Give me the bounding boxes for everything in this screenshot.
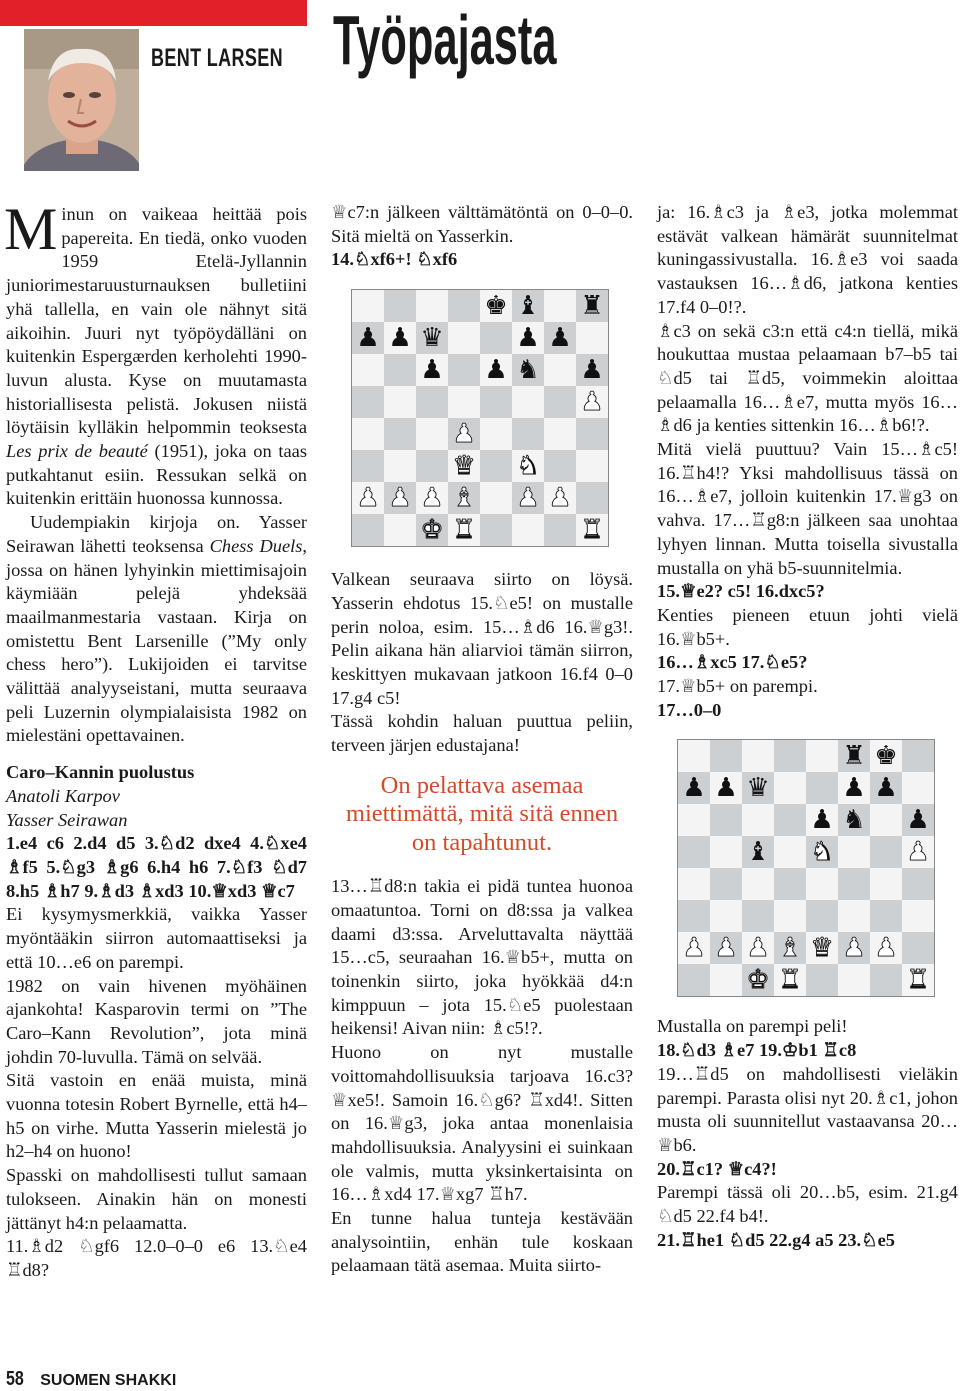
board-square <box>576 450 608 482</box>
game-moves: 18.♘d3 ♗e7 19.♔b1 ♖c8 <box>657 1040 857 1061</box>
book-title: Chess Duels <box>209 535 303 556</box>
board-square <box>480 450 512 482</box>
board-square <box>902 836 934 868</box>
board-square <box>742 868 774 900</box>
board-square <box>678 868 710 900</box>
board-square <box>870 900 902 932</box>
magazine-name: SUOMEN SHAKKI <box>40 1372 177 1389</box>
board-square <box>352 450 384 482</box>
white-bishop-icon: ♝ <box>778 933 802 964</box>
board-square <box>902 772 934 804</box>
board-square <box>416 514 448 546</box>
board-square <box>742 740 774 772</box>
pull-quote: On pelattava asemaa miettimättä, mitä sitä ennen on tapahtunut. <box>345 771 619 856</box>
board-square <box>448 514 480 546</box>
white-queen-icon: ♛ <box>452 451 476 482</box>
board-square <box>678 836 710 868</box>
game-moves: 17…0–0 <box>657 699 722 720</box>
board-square <box>384 482 416 514</box>
board-square <box>352 482 384 514</box>
board-square <box>838 772 870 804</box>
board-square <box>902 900 934 932</box>
board-square <box>774 772 806 804</box>
board-square <box>838 932 870 964</box>
page-number: 58 <box>6 1368 24 1390</box>
board-square <box>710 964 742 996</box>
black-pawn-icon: ♟ <box>548 323 572 354</box>
board-square <box>806 740 838 772</box>
game-moves: 20.♖c1? ♕c4?! <box>657 1158 777 1179</box>
board-square <box>576 418 608 450</box>
board-square <box>774 740 806 772</box>
board-square <box>480 354 512 386</box>
board-square <box>742 836 774 868</box>
board-square <box>774 804 806 836</box>
board-square <box>480 290 512 322</box>
board-square <box>448 450 480 482</box>
board-square <box>416 354 448 386</box>
black-bishop-icon: ♝ <box>516 291 540 322</box>
board-square <box>710 836 742 868</box>
board-square <box>870 868 902 900</box>
board-square <box>902 740 934 772</box>
board-square <box>902 868 934 900</box>
board-square <box>448 354 480 386</box>
black-pawn-icon: ♟ <box>714 773 738 804</box>
white-king-icon: ♚ <box>746 965 770 996</box>
board-square <box>742 772 774 804</box>
black-knight-icon: ♞ <box>842 805 866 836</box>
board-square <box>480 322 512 354</box>
black-pawn-icon: ♟ <box>580 355 604 386</box>
board-square <box>384 418 416 450</box>
black-pawn-icon: ♟ <box>484 355 508 386</box>
white-queen-icon: ♛ <box>810 933 834 964</box>
board-square <box>774 900 806 932</box>
board-square <box>806 836 838 868</box>
board-square <box>448 386 480 418</box>
board-square <box>416 322 448 354</box>
white-rook-icon: ♜ <box>778 965 802 996</box>
board-square <box>512 418 544 450</box>
board-square <box>544 354 576 386</box>
board-square <box>384 290 416 322</box>
black-pawn-icon: ♟ <box>516 323 540 354</box>
chess-diagram-1 <box>351 289 609 547</box>
board-square <box>838 804 870 836</box>
paragraph: ♗c3 on sekä c3:n että c4:n tiellä, mikä houkuttaa mustaa pelaamaan b7–b5 tai ♘d5 tai ♖d5, voimmekin aloittaa pelaamalla 16…♗e7, mutta myös 16…♗d6 ja kenties sittenkin 16…♗b6!?. <box>657 320 958 436</box>
black-pawn-icon: ♟ <box>874 773 898 804</box>
chess-diagram-2 <box>677 739 935 997</box>
board-square <box>384 386 416 418</box>
board-square <box>352 354 384 386</box>
board-square <box>448 290 480 322</box>
board-square <box>678 740 710 772</box>
board-square <box>902 964 934 996</box>
white-pawn-icon: ♟ <box>580 387 604 418</box>
board-square <box>384 514 416 546</box>
board-square <box>416 418 448 450</box>
board-square <box>352 322 384 354</box>
author-photo <box>24 29 139 171</box>
paragraph: ♕c7:n jälkeen välttämätöntä on 0–0–0. Sitä mieltä on Yasserkin. <box>331 202 633 246</box>
board-square <box>480 482 512 514</box>
paragraph: Huono on nyt mustalle voittomahdollisuuksia tarjoava 16.c3? ♕xe5!. Samoin 16.♘g6? ♖xd4!. Sitten on 16.♕g3, joka antaa monenlaisia mahdollisuuksia. Analyysini ei suinkaan ole valmis, mutta yksinkertaisinta on 16…♗xd4 17.♕xg7 ♖h7. <box>331 1042 633 1205</box>
board-square <box>710 900 742 932</box>
opening-name: Caro–Kannin puolustus <box>6 762 195 783</box>
board-square <box>678 932 710 964</box>
board-square <box>416 290 448 322</box>
white-pawn-icon: ♟ <box>420 483 444 514</box>
board-square <box>352 418 384 450</box>
white-pawn-icon: ♟ <box>746 933 770 964</box>
paragraph: Tässä kohdin haluan puuttua peliin, terveen järjen edustajana! <box>331 711 633 756</box>
white-rook-icon: ♜ <box>452 515 476 546</box>
board-square <box>870 964 902 996</box>
board-square <box>512 514 544 546</box>
board-square <box>576 482 608 514</box>
white-bishop-icon: ♝ <box>452 483 476 514</box>
paragraph: Kenties pieneen etuun johti vielä 16.♕b5+. <box>657 604 958 649</box>
board-square <box>710 804 742 836</box>
board-square <box>902 932 934 964</box>
paragraph: Parempi tässä oli 20…b5, esim. 21.g4 ♘d5 22.f4 b4!. <box>657 1182 958 1227</box>
drop-cap: M <box>4 196 58 262</box>
black-player: Yasser Seirawan <box>6 809 128 830</box>
white-king-icon: ♚ <box>420 515 444 546</box>
board-square <box>544 386 576 418</box>
paragraph: Valkean seuraava siirto on löysä. Yasserin ehdotus 15.♘e5! on mustalle perin noloa, esim. 15…♗d6 16.♕g3!. Pelin aikana hän aliarvioi tämän siirron, keskittyen mukavaan jatkoon 16.f4 0–0 17.g4 c5! <box>331 569 633 708</box>
paragraph: Uudempiakin kirjoja on. Yasser Seirawan lähetti teoksensa Chess Duels, jossa on hänen lyhyinkin miettimisajoin käymiään pelejä yhdeksää maailmanmestaria vastaan. Kirja on omistettu Bent Larsenille (”My only chess hero”). Lukijoiden ei tarvitse välittää analyyseistani, mutta seuraava peli Luzernin olympialaisista 1982 on mielestäni opettavainen. <box>6 512 307 746</box>
board-square <box>576 354 608 386</box>
book-title: Les prix de beauté <box>6 441 148 462</box>
white-pawn-icon: ♟ <box>906 837 930 868</box>
board-square <box>902 804 934 836</box>
board-square <box>870 836 902 868</box>
board-square <box>870 772 902 804</box>
game-moves: 11.♗d2 ♘gf6 12.0–0–0 e6 13.♘e4 ♖d8? <box>6 1236 307 1280</box>
board-square <box>742 964 774 996</box>
game-moves: 15.♕e2? c5! 16.dxc5? <box>657 581 825 602</box>
board-square <box>678 964 710 996</box>
paragraph: Spasski on mahdollisesti tullut samaan tulokseen. Ainakin hän on monesti jättänyt h4:n pelaamatta. <box>6 1165 307 1233</box>
board-square <box>774 932 806 964</box>
board-square <box>838 740 870 772</box>
board-square <box>678 804 710 836</box>
game-moves: 1.e4 c6 2.d4 d5 3.♘d2 dxe4 4.♘xe4 ♗f5 5.♘g3 ♗g6 6.h4 h6 7.♘f3 ♘d7 8.h5 ♗h7 9.♗d3 ♗xd3 10.♕xd3 ♕c7 <box>6 833 307 901</box>
board-square <box>544 418 576 450</box>
board-square <box>416 386 448 418</box>
board-square <box>512 290 544 322</box>
white-knight-icon: ♞ <box>810 837 834 868</box>
game-moves: 14.♘xf6+! ♘xf6 <box>331 249 458 270</box>
board-square <box>838 900 870 932</box>
board-square <box>576 386 608 418</box>
page-footer <box>6 1368 176 1391</box>
board-square <box>512 450 544 482</box>
board-square <box>576 322 608 354</box>
paragraph: Mustalla on parempi peli! <box>657 1016 848 1037</box>
board-square <box>742 932 774 964</box>
black-pawn-icon: ♟ <box>842 773 866 804</box>
board-square <box>774 836 806 868</box>
board-square <box>806 932 838 964</box>
board-square <box>512 482 544 514</box>
board-square <box>544 322 576 354</box>
white-pawn-icon: ♟ <box>874 933 898 964</box>
board-square <box>870 740 902 772</box>
board-square <box>512 322 544 354</box>
board-square <box>710 772 742 804</box>
column-1 <box>4 196 307 1283</box>
board-square <box>710 740 742 772</box>
white-knight-icon: ♞ <box>516 451 540 482</box>
black-pawn-icon: ♟ <box>810 805 834 836</box>
paragraph: En tunne halua tunteja kestävään analysointiin, enhän tule koskaan pelaamaan tätä asemaa. Muita siirto- <box>331 1208 633 1276</box>
black-queen-icon: ♛ <box>746 773 770 804</box>
board-square <box>416 482 448 514</box>
board-square <box>806 964 838 996</box>
white-pawn-icon: ♟ <box>452 419 476 450</box>
board-square <box>480 386 512 418</box>
paragraph: Mitä vielä puuttuu? Vain 15…♗c5! 16.♖h4!? Yksi mahdollisuus tässä on 16…♗e7, jolloin kuitenkin 17.♕g3 on vahva. 17…♖g8:n jälkeen saa unohtaa lyhyen linnan. Mutta toisella sivustalla mustalla on yhä b5-suunnitelmia. <box>657 439 958 578</box>
black-pawn-icon: ♟ <box>906 805 930 836</box>
board-square <box>838 836 870 868</box>
game-moves: 21.♖he1 ♘d5 22.g4 a5 23.♘e5 <box>657 1229 895 1250</box>
board-square <box>448 482 480 514</box>
white-pawn-icon: ♟ <box>356 483 380 514</box>
paragraph: Sitä vastoin en enää muista, minä vuonna totesin Robert Byrnelle, että h4–h5 on virhe. Mutta Yasserin mielestä jo h2–h4 on huono! <box>6 1070 307 1162</box>
board-square <box>710 868 742 900</box>
board-square <box>416 450 448 482</box>
black-knight-icon: ♞ <box>516 355 540 386</box>
white-pawn-icon: ♟ <box>548 483 572 514</box>
intro-paragraph: Minun on vaikeaa heittää pois papereita. En tiedä, onko vuoden 1959 Etelä-Jyllannin juniorimestaruusturnauksen bulletiini yhä tallella, en vain ole nähnyt sitä aikoihin. Juuri nyt työpöydälläni on kuitenkin Espergærden kerholehti 1990-luvun alusta. Kyse on muutamasta historiallisesta pelistä. Jokusen niistä löytäisin kylläkin helpommin teoksesta Les prix de beauté (1951), joka on taas putkahtanut esiin. Ressukan selkä on kuitenkin erittäin huonossa kunnossa. <box>4 196 307 509</box>
black-pawn-icon: ♟ <box>420 355 444 386</box>
board-square <box>678 772 710 804</box>
board-square <box>806 804 838 836</box>
board-square <box>806 868 838 900</box>
paragraph: 13…♖d8:n takia ei pidä tuntea huonoa omaatuntoa. Torni on d8:ssa ja valkea daami d3:ssa. Arveluttavalta näyttää 15…c5, seuraahan 16.♕b5+, mutta on toinenkin siirto, joka hyökkää d4:n kimppuun – jota 15.♘e5 puolestaan heikensi! Aivan niin: ♗c5!?. <box>331 876 633 1039</box>
board-square <box>384 354 416 386</box>
black-rook-icon: ♜ <box>580 291 604 322</box>
board-square <box>544 482 576 514</box>
black-pawn-icon: ♟ <box>356 323 380 354</box>
author-name: BENT LARSEN <box>151 44 283 72</box>
white-rook-icon: ♜ <box>580 515 604 546</box>
board-square <box>710 932 742 964</box>
column-2 <box>331 201 633 1278</box>
white-rook-icon: ♜ <box>906 965 930 996</box>
board-square <box>352 290 384 322</box>
column-3 <box>657 201 958 1253</box>
black-pawn-icon: ♟ <box>388 323 412 354</box>
board-square <box>480 418 512 450</box>
board-square <box>448 322 480 354</box>
board-square <box>544 450 576 482</box>
black-king-icon: ♚ <box>874 741 898 772</box>
page-title: Työpajasta <box>333 1 557 79</box>
black-king-icon: ♚ <box>484 291 508 322</box>
board-square <box>512 386 544 418</box>
header-red-bar <box>0 0 307 26</box>
board-square <box>512 354 544 386</box>
board-square <box>576 290 608 322</box>
board-square <box>352 386 384 418</box>
board-square <box>806 772 838 804</box>
board-square <box>384 450 416 482</box>
paragraph: ja: 16.♗c3 ja ♗e3, jotka molemmat estävät valkean hämärät suunnitelmat kuningassivustalla. 16.♗e3 voi saada vastauksen 16…♗d6, jatkona kenties 17.f4 0–0!?. <box>657 202 958 317</box>
paragraph: 1982 on vain hivenen myöhäinen ajankohta! Kasparovin termi on ”The Caro–Kann Revolution”, jota minä johdin 70-luvulla. Tämä on selvää. <box>6 975 307 1067</box>
black-rook-icon: ♜ <box>842 741 866 772</box>
board-square <box>544 514 576 546</box>
white-pawn-icon: ♟ <box>388 483 412 514</box>
black-bishop-icon: ♝ <box>746 837 770 868</box>
paragraph: Ei kysymysmerkkiä, vaikka Yasser myöntääkin siirron automaattiseksi ja että 10…e6 on parempi. <box>6 904 307 972</box>
board-square <box>870 932 902 964</box>
board-square <box>384 322 416 354</box>
game-moves: 16…♗xc5 17.♘e5? <box>657 652 808 673</box>
board-square <box>352 514 384 546</box>
board-square <box>774 964 806 996</box>
board-square <box>838 868 870 900</box>
white-player: Anatoli Karpov <box>6 785 120 806</box>
white-pawn-icon: ♟ <box>714 933 738 964</box>
board-square <box>576 514 608 546</box>
board-square <box>742 900 774 932</box>
board-square <box>838 964 870 996</box>
paragraph: 17.♕b5+ on parempi. <box>657 676 818 697</box>
board-square <box>742 804 774 836</box>
black-queen-icon: ♛ <box>420 323 444 354</box>
board-square <box>870 804 902 836</box>
board-square <box>678 900 710 932</box>
board-square <box>480 514 512 546</box>
board-square <box>774 868 806 900</box>
white-pawn-icon: ♟ <box>682 933 706 964</box>
white-pawn-icon: ♟ <box>842 933 866 964</box>
paragraph: 19…♖d5 on mahdollisesti vieläkin parempi. Parasta olisi nyt 20.♗c1, johon musta oli suunnitellut vastaavansa 20…♕b6. <box>657 1063 958 1155</box>
board-square <box>544 290 576 322</box>
white-pawn-icon: ♟ <box>516 483 540 514</box>
board-square <box>806 900 838 932</box>
board-square <box>448 418 480 450</box>
black-pawn-icon: ♟ <box>682 773 706 804</box>
